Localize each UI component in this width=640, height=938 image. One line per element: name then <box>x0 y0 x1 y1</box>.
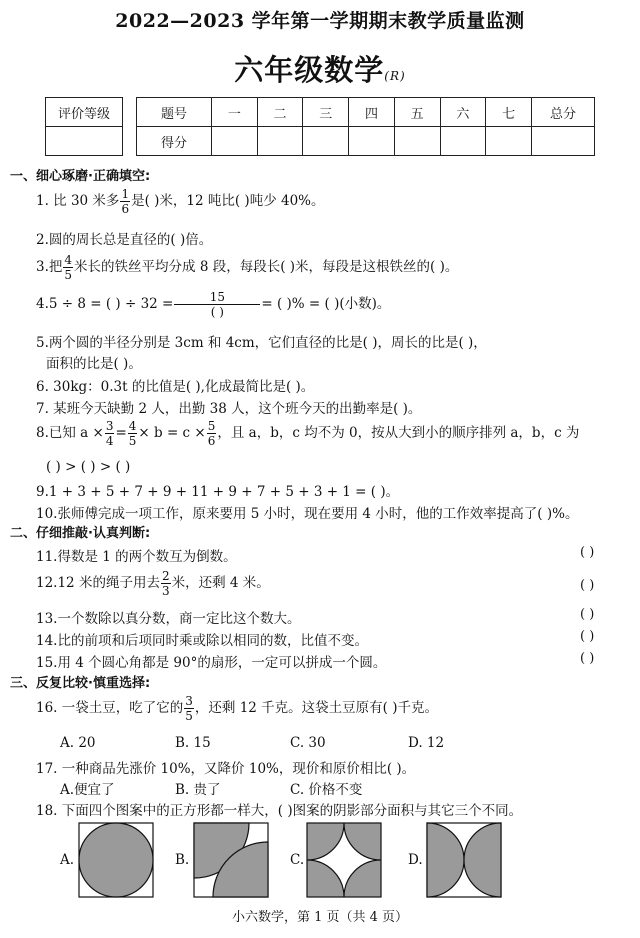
question-13: 13.一个数除以真分数，商一定比这个数大。 <box>36 611 301 627</box>
col-1: 一 <box>212 98 258 127</box>
fraction: $\frac{3}{5}$ <box>185 694 193 723</box>
fraction: $\frac{4}{5}$ <box>64 253 73 282</box>
fraction: $\frac{1}{6}$ <box>121 187 130 216</box>
col-total: 总分 <box>532 98 595 127</box>
subject-title: 六年级数学(R) <box>234 53 406 87</box>
fraction: $\frac{4}{5}$ <box>128 419 137 448</box>
section-3-heading: 三、反复比较·慎重选择: <box>10 676 151 691</box>
section-2-heading: 二、仔细推敲·认真判断: <box>10 526 151 541</box>
col-5: 五 <box>394 98 440 127</box>
question-number-label: 题号 <box>137 98 212 127</box>
score-cell[interactable] <box>303 127 349 156</box>
exam-title: 2022—2023 学年第一学期期末教学质量监测 <box>115 10 525 32</box>
score-cell[interactable] <box>212 127 258 156</box>
question-1: 1. 比 30 米多 $\frac{1}{6}$ 是( )米，12 吨比( )吨少 40%。 <box>36 187 325 216</box>
question-7: 7. 某班今天缺勤 2 人，出勤 38 人，这个班今天的出勤率是( )。 <box>36 401 422 417</box>
question-16: 16. 一袋土豆，吃了它的 $\frac{3}{5}$ ，还剩 12 千克。这袋土豆原有( )千克。 <box>36 694 438 723</box>
option-c[interactable]: C. 价格不变 <box>290 782 363 798</box>
score-table <box>136 97 595 156</box>
question-10: 10.张师傅完成一项工作，原来要用 5 小时，现在要用 4 小时，他的工作效率提高了( )%。 <box>36 506 579 522</box>
score-cell[interactable] <box>486 127 532 156</box>
evaluation-table <box>45 97 123 156</box>
figure-d <box>426 822 502 898</box>
fraction: $\frac{5}{6}$ <box>207 419 216 448</box>
edition-mark: (R) <box>384 69 406 83</box>
fraction: $\frac{15}{( )}$ <box>174 291 260 318</box>
page-footer: 小六数学，第 1 页（共 4 页） <box>231 910 409 925</box>
answer-paren[interactable]: ( ) <box>580 578 595 593</box>
answer-paren[interactable]: ( ) <box>580 607 595 622</box>
question-11: 11.得数是 1 的两个数互为倒数。 <box>36 549 237 565</box>
col-7: 七 <box>486 98 532 127</box>
option-c[interactable]: C. 30 <box>290 735 326 751</box>
question-3: 3.把 $\frac{4}{5}$ 米长的铁丝平均分成 8 段，每段长( )米，每段是这根铁丝的( )。 <box>36 253 459 282</box>
question-2: 2.圆的周长总是直径的( )倍。 <box>36 232 213 248</box>
answer-paren[interactable]: ( ) <box>580 629 595 644</box>
score-cell[interactable] <box>394 127 440 156</box>
evaluation-cell[interactable] <box>46 127 123 156</box>
figure-label-b[interactable]: B. <box>175 852 190 868</box>
figure-a <box>78 822 154 898</box>
fraction: $\frac{3}{4}$ <box>105 419 114 448</box>
question-12: 12.12 米的绳子用去 $\frac{2}{3}$ 米，还剩 4 米。 <box>36 569 270 598</box>
figure-b <box>193 822 269 898</box>
score-cell[interactable] <box>532 127 595 156</box>
option-d[interactable]: D. 12 <box>408 735 445 751</box>
figure-label-c[interactable]: C. <box>290 852 305 868</box>
option-a[interactable]: A.便宜了 <box>60 782 115 798</box>
score-label: 得分 <box>137 127 212 156</box>
section-1-heading: 一、细心琢磨·正确填空: <box>10 169 151 184</box>
col-6: 六 <box>440 98 486 127</box>
col-2: 二 <box>257 98 303 127</box>
question-18: 18. 下面四个图案中的正方形都一样大，( )图案的阴影部分面积与其它三个不同。 <box>36 803 523 819</box>
answer-paren[interactable]: ( ) <box>580 545 595 560</box>
question-15: 15.用 4 个圆心角都是 90°的扇形，一定可以拼成一个圆。 <box>36 655 387 671</box>
option-a[interactable]: A. 20 <box>60 735 96 751</box>
answer-paren[interactable]: ( ) <box>580 651 595 666</box>
question-5: 5.两个圆的半径分别是 3cm 和 4cm，它们直径的比是( )，周长的比是( )， <box>36 335 487 351</box>
figure-label-a[interactable]: A. <box>60 852 75 868</box>
figure-label-d[interactable]: D. <box>408 852 423 868</box>
question-14: 14.比的前项和后项同时乘或除以相同的数，比值不变。 <box>36 633 368 649</box>
option-b[interactable]: B. 贵了 <box>175 782 221 798</box>
option-b[interactable]: B. 15 <box>175 735 211 751</box>
question-8: 8.已知 a × $\frac{3}{4}$ = $\frac{4}{5}$ × b = c × $\frac{5}{6}$ ，且 a，b，c 均不为 0，按从大到小的顺序排列 a，b，c 为 <box>36 419 580 448</box>
question-8-order: ( ) > ( ) > ( ) <box>46 459 131 475</box>
score-cell[interactable] <box>440 127 486 156</box>
question-4: 4.5 ÷ 8 = ( ) ÷ 32 = $\frac{15}{( )}$ = ( )% = ( )(小数)。 <box>36 290 391 319</box>
score-cell[interactable] <box>257 127 303 156</box>
col-4: 四 <box>349 98 395 127</box>
question-17: 17. 一种商品先涨价 10%，又降价 10%，现价和原价相比( )。 <box>36 761 416 777</box>
col-3: 三 <box>303 98 349 127</box>
evaluation-label: 评价等级 <box>46 98 123 127</box>
question-5-cont: 面积的比是( )。 <box>46 356 142 372</box>
question-9: 9.1 + 3 + 5 + 7 + 9 + 11 + 9 + 7 + 5 + 3 + 1 = ( )。 <box>36 484 400 500</box>
figure-c <box>306 822 382 898</box>
question-6: 6. 30kg：0.3t 的比值是( ),化成最简比是( )。 <box>36 379 315 395</box>
fraction: $\frac{2}{3}$ <box>161 569 170 598</box>
score-cell[interactable] <box>349 127 395 156</box>
